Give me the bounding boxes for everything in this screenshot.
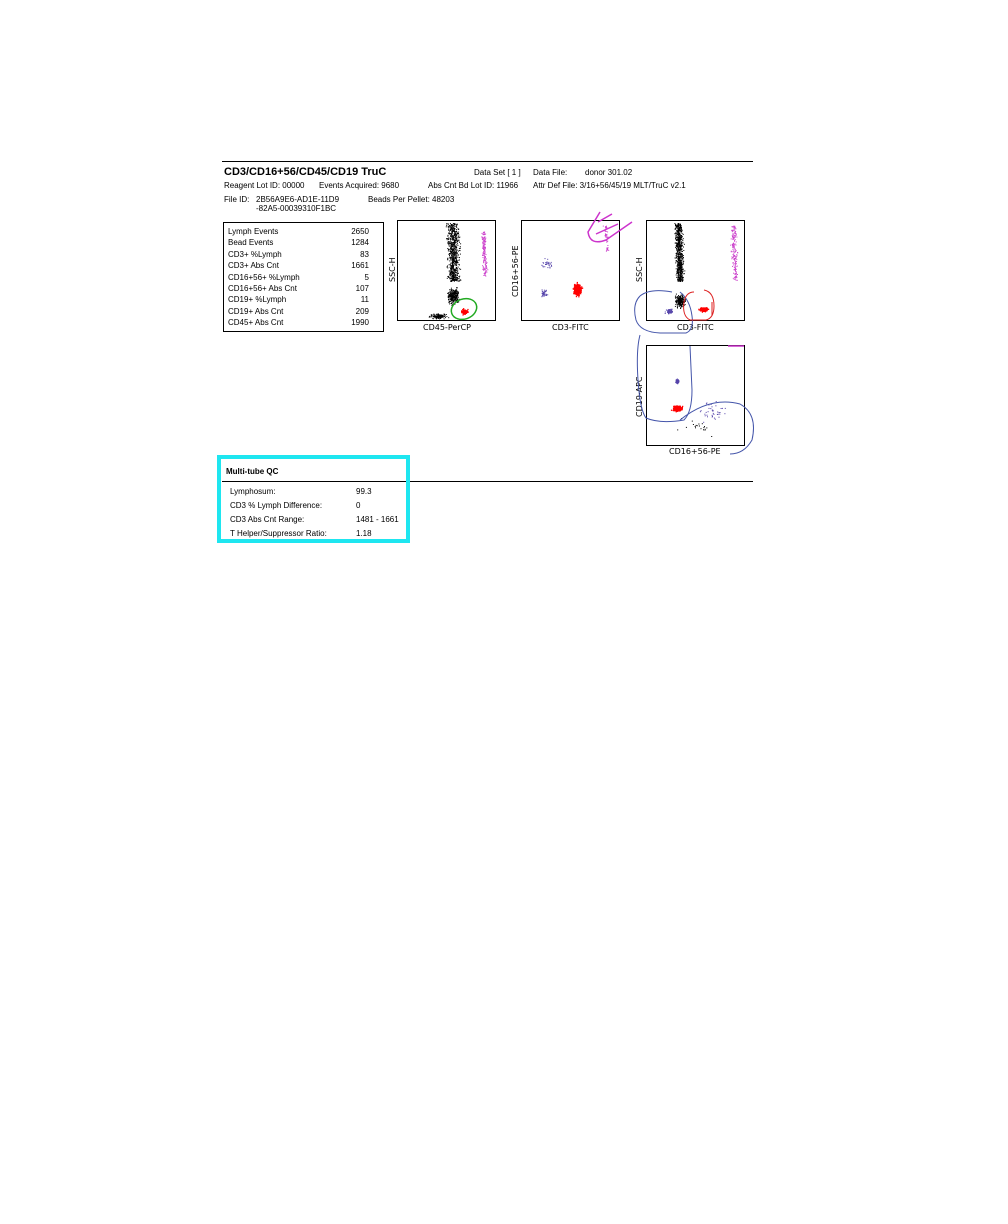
debris-cloud xyxy=(447,287,459,306)
stats-value: 1990 xyxy=(351,318,369,328)
stats-value: 107 xyxy=(355,284,369,293)
qc-label: CD3 Abs Cnt Range: xyxy=(230,515,305,524)
stats-label: CD16+56+ Abs Cnt xyxy=(228,284,297,293)
abs-cnt-bd-lot: Abs Cnt Bd Lot ID: 11966 xyxy=(428,181,519,190)
nk-scatter xyxy=(541,258,552,268)
qc-value: 99.3 xyxy=(356,487,372,496)
stats-label: CD19+ %Lymph xyxy=(228,295,287,305)
qc-value: 1481 - 1661 xyxy=(356,515,399,524)
debris-low xyxy=(429,313,449,319)
file-id-line2: -82A5-00039310F1BC xyxy=(256,204,337,213)
data-file-label: Data File: xyxy=(533,168,568,177)
stats-label: Lymph Events xyxy=(228,227,279,236)
debris-column xyxy=(446,223,462,282)
data-file: donor 301.02 xyxy=(585,168,633,177)
events-acquired: Events Acquired: 9680 xyxy=(319,181,400,190)
plot1-y-label: SSC-H xyxy=(388,257,397,282)
stats-row xyxy=(228,260,369,271)
plot4-x-label: CD16+56-PE xyxy=(669,447,721,456)
bcell-cluster xyxy=(665,309,673,315)
stats-label: CD19+ Abs Cnt xyxy=(228,306,284,316)
tcell-cluster xyxy=(573,282,584,298)
scatter-ssc-cd3 xyxy=(647,221,745,321)
bcell-cluster xyxy=(675,379,679,385)
qc-label: Lymphosum: xyxy=(230,487,276,496)
debris-cloud xyxy=(675,294,686,309)
plot2-y-label: CD16+56-PE xyxy=(511,245,520,297)
bead-streak xyxy=(603,226,609,252)
bead-streak xyxy=(481,232,488,277)
bcell-cluster xyxy=(541,289,548,297)
stats-label: Bead Events xyxy=(228,238,274,248)
stats-label: CD3+ Abs Cnt xyxy=(228,261,279,271)
stats-value: 209 xyxy=(355,306,369,316)
stats-row xyxy=(228,317,369,328)
file-id-line1: 2B56A9E6-AD1E-11D9 xyxy=(256,195,340,204)
plot-cd16-vs-cd3 xyxy=(521,220,620,321)
header-rule-top xyxy=(222,161,753,162)
stats-row xyxy=(228,306,369,317)
debris-scatter xyxy=(677,418,712,437)
plot-cd19-vs-cd16 xyxy=(646,345,745,446)
qc-value: 1.18 xyxy=(356,529,372,538)
stats-label: CD45+ Abs Cnt xyxy=(228,318,284,328)
qc-value: 0 xyxy=(356,501,361,510)
stats-row xyxy=(228,294,369,305)
stats-value: 5 xyxy=(364,272,369,282)
stats-row xyxy=(228,272,369,283)
stats-row xyxy=(228,283,369,294)
reagent-lot: Reagent Lot ID: 00000 xyxy=(224,181,305,190)
plot4-y-label: CD19-APC xyxy=(635,376,644,417)
plot2-x-label: CD3-FITC xyxy=(552,323,589,332)
stats-label: CD3+ %Lymph xyxy=(228,249,282,259)
data-set: Data Set [ 1 ] xyxy=(474,168,521,177)
stats-value: 1284 xyxy=(351,238,369,248)
file-id-label: File ID: xyxy=(224,195,250,204)
nk-scatter xyxy=(700,401,726,423)
scatter-cd19-cd16 xyxy=(647,346,745,446)
plot1-x-label: CD45-PerCP xyxy=(423,323,471,332)
scatter-cd16-cd3 xyxy=(522,221,620,321)
report-title: CD3/CD16+56/CD45/CD19 TruC xyxy=(224,166,387,178)
attr-def-file: Attr Def File: 3/16+56/45/19 MLT/TruC v2.1 xyxy=(533,181,686,190)
stats-value: 2650 xyxy=(351,227,369,236)
qc-label: CD3 % Lymph Difference: xyxy=(230,501,323,510)
stats-row xyxy=(228,237,369,248)
bead-streak xyxy=(730,226,738,281)
stats-table xyxy=(223,222,384,332)
stats-value: 1661 xyxy=(351,261,369,271)
stats-label: CD16+56+ %Lymph xyxy=(228,272,300,282)
plot3-y-label: SSC-H xyxy=(635,257,644,282)
tcell-cluster xyxy=(698,307,709,313)
beads-per-pellet: Beads Per Pellet: 48203 xyxy=(368,195,455,204)
stats-row xyxy=(228,226,369,237)
lymph-cluster xyxy=(461,308,469,316)
debris-column xyxy=(674,223,685,282)
qc-label: T Helper/Suppressor Ratio: xyxy=(230,529,327,538)
plot-ssc-vs-cd45 xyxy=(397,220,496,321)
scatter-ssc-cd45 xyxy=(398,221,496,321)
plot-ssc-vs-cd3 xyxy=(646,220,745,321)
tcell-cluster xyxy=(671,405,683,412)
stats-value: 11 xyxy=(360,295,369,305)
plot3-x-label: CD3-FITC xyxy=(677,323,714,332)
stats-row xyxy=(228,249,369,260)
stats-value: 83 xyxy=(360,249,369,259)
qc-title: Multi-tube QC xyxy=(226,467,279,476)
